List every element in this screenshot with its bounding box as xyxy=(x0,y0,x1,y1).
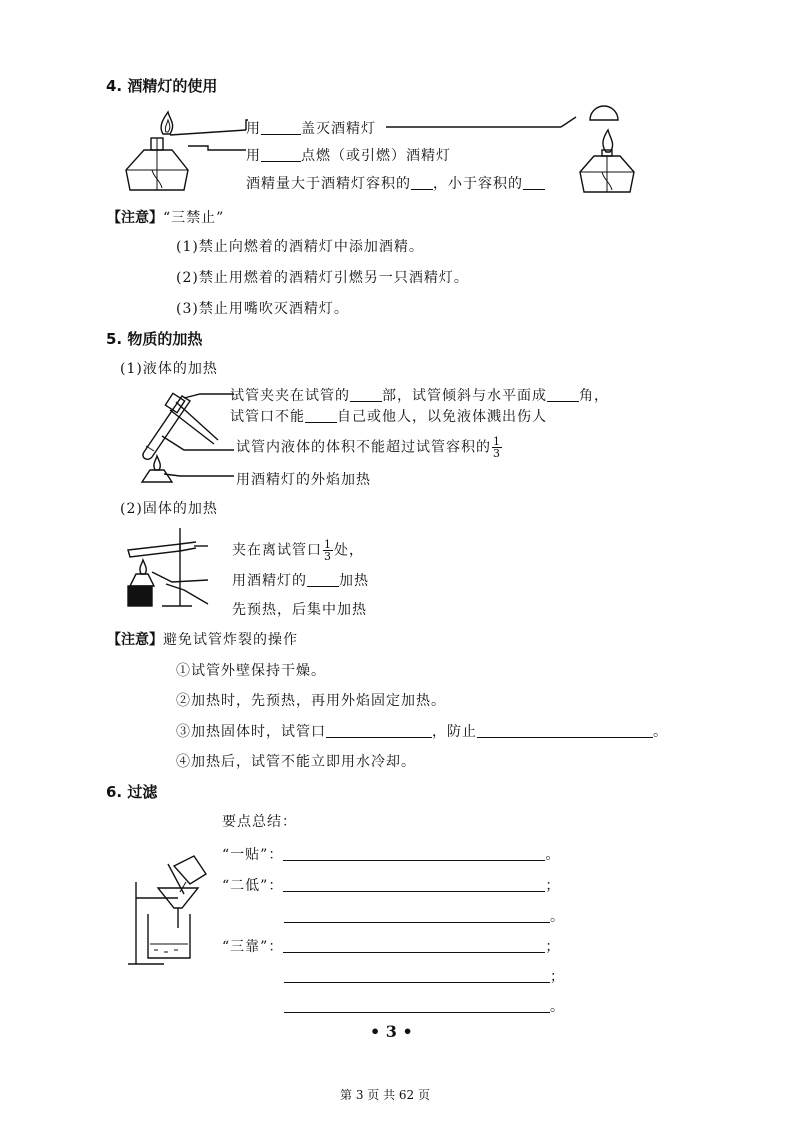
liquid-line-3 xyxy=(236,436,503,459)
end-period: 。 xyxy=(550,999,565,1015)
liquid-line-1-a: 试管夹夹在试管的 xyxy=(230,388,350,404)
blank[interactable] xyxy=(411,175,433,190)
liquid-line-3-a: 试管内液体的体积不能超过试管容积的 xyxy=(236,439,491,456)
blank[interactable] xyxy=(261,147,301,162)
solid-line-2 xyxy=(232,570,369,590)
fraction-denominator: 3 xyxy=(324,550,332,563)
three-lean-line-2 xyxy=(284,966,565,986)
section-5-note xyxy=(107,629,298,649)
lamp-line-1 xyxy=(246,118,376,138)
lamp-line-3 xyxy=(246,173,545,193)
section-6-title: 6. 过滤 xyxy=(106,783,158,801)
avoid-item-1: ①试管外壁保持干燥。 xyxy=(176,663,326,679)
rule-1: (1)禁止向燃着的酒精灯中添加酒精。 xyxy=(176,239,424,255)
blank[interactable] xyxy=(283,846,545,861)
lamp-line-1-suffix: 盖灭酒精灯 xyxy=(301,121,376,137)
solid-line-2-a: 用酒精灯的 xyxy=(232,573,307,589)
blank[interactable] xyxy=(326,723,432,738)
note-label: 【注意】 xyxy=(107,210,163,226)
end-period: 。 xyxy=(545,847,561,863)
fraction-numerator: 1 xyxy=(493,435,501,448)
liquid-line-1 xyxy=(230,385,609,405)
lamp-line-3-prefix: 酒精量大于酒精灯容积的 xyxy=(246,176,411,192)
solid-line-3: 先预热，后集中加热 xyxy=(232,602,367,618)
one-stick-line xyxy=(222,844,560,864)
fraction-denominator: 3 xyxy=(493,447,501,460)
section-4-title: 4. 酒精灯的使用 xyxy=(106,77,218,95)
solid-line-1 xyxy=(232,539,364,562)
avoid-item-2: ②加热时，先预热，再用外焰固定加热。 xyxy=(176,693,446,709)
solid-line-1-a: 夹在离试管口 xyxy=(232,542,322,559)
blank[interactable] xyxy=(523,175,545,190)
liquid-line-2 xyxy=(230,406,547,426)
note-text: 避免试管炸裂的操作 xyxy=(163,632,298,648)
blank[interactable] xyxy=(284,998,550,1013)
blank[interactable] xyxy=(283,877,545,892)
alcohol-lamp-with-cap-figure xyxy=(574,100,654,200)
solid-heating-figure xyxy=(122,524,232,616)
note-label: 【注意】 xyxy=(107,632,163,648)
lamp-line-3-middle: ，小于容积的 xyxy=(433,176,523,192)
blank[interactable] xyxy=(350,387,382,402)
blank[interactable] xyxy=(261,120,301,135)
liquid-line-1-c: 角， xyxy=(579,388,609,404)
solid-line-1-b: 处， xyxy=(334,542,364,559)
avoid-item-4: ④加热后，试管不能立即用水冷却。 xyxy=(176,754,416,770)
page-footer: 第 3 页 共 62 页 xyxy=(340,1088,430,1102)
lamp-line-2-prefix: 用 xyxy=(246,148,261,164)
blank[interactable] xyxy=(547,387,579,402)
three-lean-label: “三靠”： xyxy=(222,939,284,955)
end-semicolon: ； xyxy=(545,878,561,894)
section-5-title: 5. 物质的加热 xyxy=(106,330,203,348)
three-lean-line xyxy=(222,936,560,956)
section-4-note xyxy=(107,207,224,227)
blank[interactable] xyxy=(284,908,550,923)
fraction-numerator: 1 xyxy=(324,538,332,551)
liquid-line-4: 用酒精灯的外焰加热 xyxy=(236,472,371,488)
lamp-line-2-suffix: 点燃（或引燃）酒精灯 xyxy=(301,148,451,164)
end-semicolon: ； xyxy=(550,969,565,985)
avoid-item-3-c: 。 xyxy=(653,724,668,740)
blank[interactable] xyxy=(307,572,339,587)
two-low-label: “二低”： xyxy=(222,878,284,894)
cap-pointer-line xyxy=(386,112,576,132)
end-period: 。 xyxy=(550,909,565,925)
fraction-one-third xyxy=(323,539,333,562)
blank[interactable] xyxy=(284,968,550,983)
solid-heating-subtitle: (2)固体的加热 xyxy=(120,501,218,517)
liquid-line-2-a: 试管口不能 xyxy=(230,409,305,425)
avoid-item-3-b: ，防止 xyxy=(432,724,477,740)
lamp-line-2 xyxy=(246,145,451,165)
one-stick-label: “一贴”： xyxy=(222,847,284,863)
blank[interactable] xyxy=(305,408,337,423)
liquid-heating-subtitle: (1)液体的加热 xyxy=(120,361,218,377)
lamp-line-1-prefix: 用 xyxy=(246,121,261,137)
rule-3: (3)禁止用嘴吹灭酒精灯。 xyxy=(176,301,349,317)
solid-line-2-b: 加热 xyxy=(339,573,369,589)
liquid-heating-figure xyxy=(124,386,244,492)
liquid-line-1-b: 部，试管倾斜与水平面成 xyxy=(382,388,547,404)
summary-label: 要点总结： xyxy=(222,814,297,830)
blank[interactable] xyxy=(477,723,653,738)
rule-2: (2)禁止用燃着的酒精灯引燃另一只酒精灯。 xyxy=(176,270,469,286)
liquid-line-2-b: 自己或他人，以免液体溅出伤人 xyxy=(337,409,547,425)
blank[interactable] xyxy=(283,938,545,953)
page-number: • 3 • xyxy=(370,1022,413,1041)
avoid-item-3 xyxy=(176,721,668,741)
two-low-line-2 xyxy=(284,906,565,926)
three-lean-line-3 xyxy=(284,996,565,1016)
fraction-one-third xyxy=(492,436,502,459)
end-semicolon: ； xyxy=(545,939,561,955)
filtration-figure xyxy=(124,852,224,970)
note-text: “三禁止” xyxy=(163,210,225,226)
two-low-line xyxy=(222,875,560,895)
avoid-item-3-a: ③加热固体时，试管口 xyxy=(176,724,326,740)
